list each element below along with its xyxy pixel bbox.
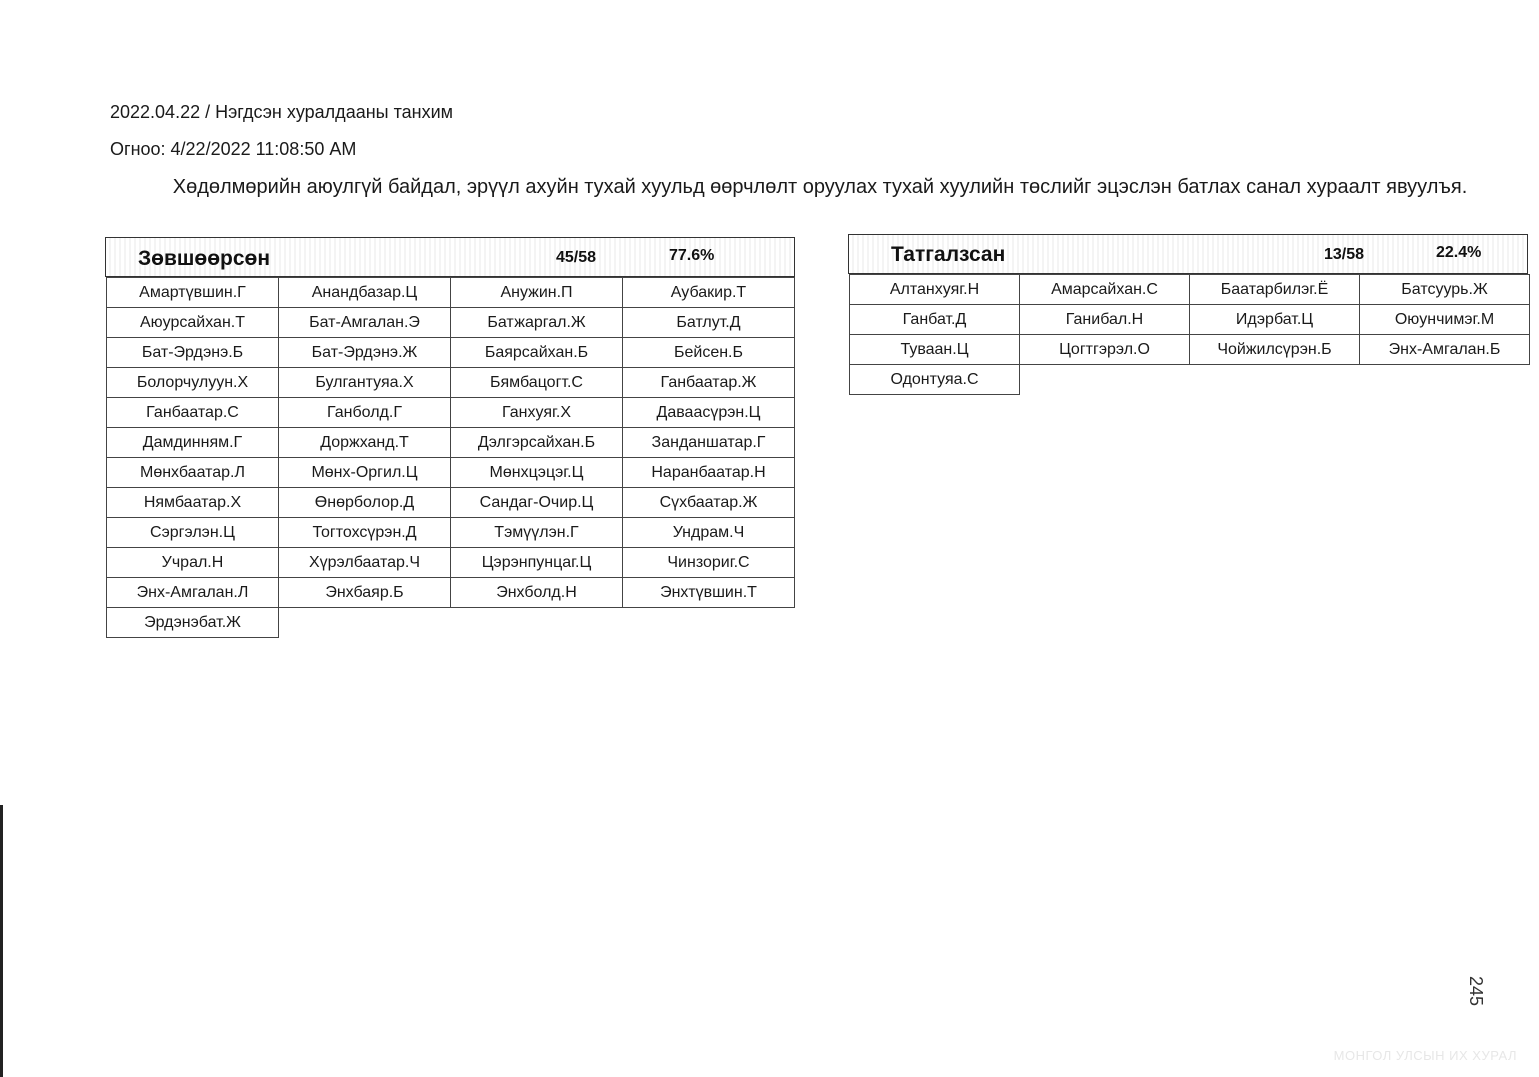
member-name-cell: Наранбаатар.Н [622,457,795,488]
member-name-cell: Ундрам.Ч [622,517,795,548]
member-name-cell: Энх-Амгалан.Б [1359,334,1530,365]
member-name-cell: Чойжилсүрэн.Б [1189,334,1360,365]
member-name-cell: Цэрэнпунцаг.Ц [450,547,623,578]
member-name-cell: Нямбаатар.Х [106,487,279,518]
member-name-cell: Алтанхуяг.Н [849,274,1020,305]
rejected-percent: 22.4% [1436,244,1482,261]
member-name-cell: Батсуурь.Ж [1359,274,1530,305]
vote-date: Огноо: 4/22/2022 11:08:50 AM [110,139,357,159]
approved-names-grid [106,277,795,637]
member-name-cell: Өнөрболор.Д [278,487,451,518]
approved-percent: 77.6% [669,247,715,264]
member-name-cell: Амартүвшин.Г [106,277,279,308]
member-name-cell: Мөнх-Оргил.Ц [278,457,451,488]
member-name-cell: Мөнхцэцэг.Ц [450,457,623,488]
member-name-cell: Аюурсайхан.Т [106,307,279,338]
member-name-cell: Мөнхбаатар.Л [106,457,279,488]
member-name-cell: Бат-Эрдэнэ.Ж [278,337,451,368]
member-name-cell: Цогтгэрэл.О [1019,334,1190,365]
approved-title: Зөвшөөрсөн [138,247,271,270]
member-name-cell: Анужин.П [450,277,623,308]
member-name-cell: Бейсен.Б [622,337,795,368]
member-name-cell: Чинзориг.С [622,547,795,578]
approved-count: 45/58 [556,249,597,266]
member-name-cell: Амарсайхан.С [1019,274,1190,305]
member-name-cell: Анандбазар.Ц [278,277,451,308]
member-name-cell: Энхболд.Н [450,577,623,608]
member-name-cell: Батлут.Д [622,307,795,338]
member-name-cell: Энх-Амгалан.Л [106,577,279,608]
member-name-cell: Ганбат.Д [849,304,1020,335]
member-name-cell: Энхбаяр.Б [278,577,451,608]
page-number: 245 [1466,976,1486,1007]
approved-header [105,237,795,277]
member-name-cell: Болорчулуун.Х [106,367,279,398]
member-name-cell: Идэрбат.Ц [1189,304,1360,335]
member-name-cell: Ганболд.Г [278,397,451,428]
member-name-cell: Дамдинням.Г [106,427,279,458]
member-name-cell: Сүхбаатар.Ж [622,487,795,518]
member-name-cell: Ганбаатар.Ж [622,367,795,398]
member-name-cell: Бат-Амгалан.Э [278,307,451,338]
member-name-cell: Батжаргал.Ж [450,307,623,338]
member-name-cell: Аубакир.Т [622,277,795,308]
rejected-count: 13/58 [1324,246,1365,263]
member-name-cell: Оюунчимэг.М [1359,304,1530,335]
member-name-cell: Занданшатар.Г [622,427,795,458]
member-name-cell: Туваан.Ц [849,334,1020,365]
motion-title: Хөдөлмөрийн аюулгүй байдал, эрүүл ахуйн тухай хуульд өөрчлөлт оруулах тухай хуулийн төслийг эцэслэн батлах санал хураалт явуулъя. [172,176,1468,198]
member-name-cell: Сандаг-Очир.Ц [450,487,623,518]
member-name-cell: Доржханд.Т [278,427,451,458]
rejected-header [848,234,1528,274]
member-name-cell: Баатарбилэг.Ё [1189,274,1360,305]
member-name-cell: Одонтуяа.С [849,364,1020,395]
rejected-names-grid [849,274,1529,394]
member-name-cell: Хүрэлбаатар.Ч [278,547,451,578]
member-name-cell: Энхтүвшин.Т [622,577,795,608]
rejected-title: Татгалзсан [891,243,1006,266]
member-name-cell: Баярсайхан.Б [450,337,623,368]
member-name-cell: Сэргэлэн.Ц [106,517,279,548]
member-name-cell: Ганхуяг.Х [450,397,623,428]
member-name-cell: Ганибал.Н [1019,304,1190,335]
rejected-votes-table [848,234,1529,394]
session-info: 2022.04.22 / Нэгдсэн хуралдааны танхим [110,102,454,122]
member-name-cell: Тогтохсүрэн.Д [278,517,451,548]
scan-edge-mark [0,805,3,1077]
approved-votes-table [105,237,795,637]
member-name-cell: Учрал.Н [106,547,279,578]
member-name-cell: Даваасүрэн.Ц [622,397,795,428]
member-name-cell: Дэлгэрсайхан.Б [450,427,623,458]
member-name-cell: Бямбацогт.С [450,367,623,398]
member-name-cell: Ганбаатар.С [106,397,279,428]
member-name-cell: Эрдэнэбат.Ж [106,607,279,638]
parliament-watermark: МОНГОЛ УЛСЫН ИХ ХУРАЛ [1333,1048,1517,1063]
member-name-cell: Тэмүүлэн.Г [450,517,623,548]
member-name-cell: Булгантуяа.Х [278,367,451,398]
member-name-cell: Бат-Эрдэнэ.Б [106,337,279,368]
